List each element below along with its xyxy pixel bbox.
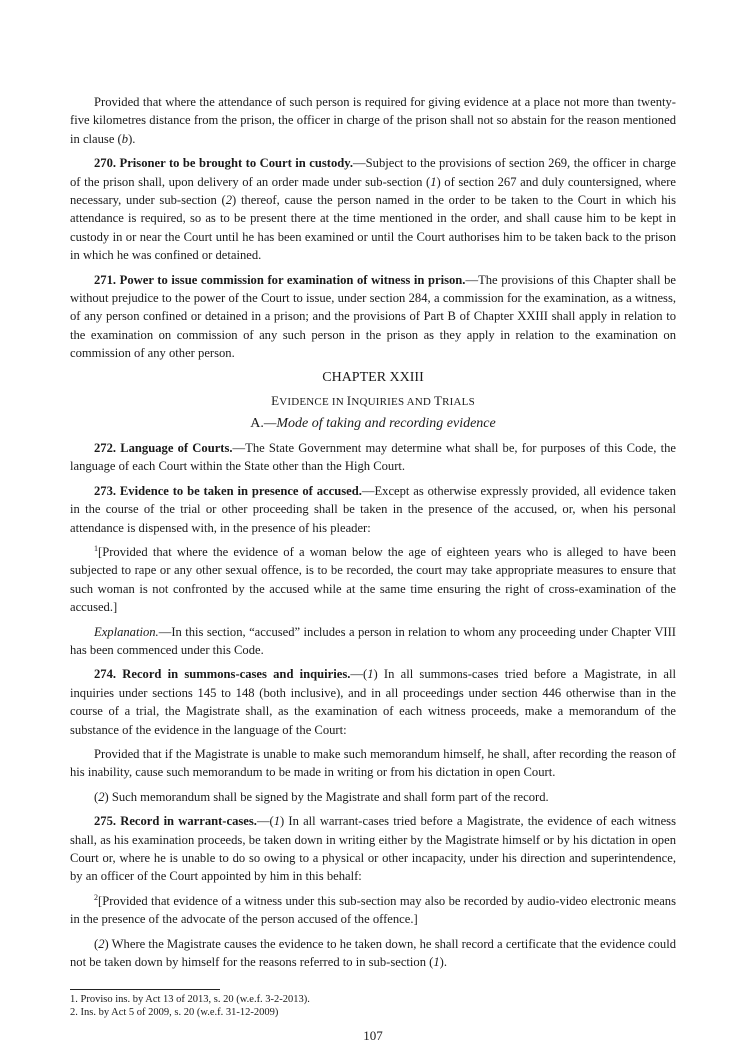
section-275-proviso <box>70 892 676 929</box>
section-273 <box>70 482 676 537</box>
explanation-label: Explanation. <box>94 624 159 639</box>
text: —( <box>256 814 274 829</box>
subsection-ref: 1 <box>273 814 281 829</box>
section-274-proviso: Provided that if the Magistrate is unable to make such memorandum himself, he shall, after recording the reason of his inability, cause such memorandum to be made in writing or from his dictation in open Court. <box>70 747 676 780</box>
subsection-ref: 1 <box>430 174 437 189</box>
section-heading: 270. Prisoner to be brought to Court in custody. <box>94 156 354 171</box>
part-title: —Mode of taking and recording evidence <box>263 415 496 431</box>
subsection-ref: 2 <box>98 936 105 951</box>
section-272 <box>70 439 676 476</box>
smallcap: I <box>346 393 352 409</box>
subsection-ref: 2 <box>225 193 233 208</box>
text: —The State Government may determine what shall be, for purposes of this Code, the language of each Court within the State other than the High Court. <box>70 440 676 474</box>
section-heading: 272. Language of Courts. <box>94 440 233 455</box>
smallcap-text: NQUIRIES AND <box>351 396 434 409</box>
text: ) In all warrant-cases tried before a Magistrate, the evidence of each witness shall, as his examination proceeds, be taken down in writing either by the Magistrate himself or by his dictation in open Court or, where he is unable to do so owing to a physical or other incapacity, under his direction and superintendence, by an officer of the Court appointed by him in this behalf: <box>70 814 676 884</box>
section-heading: 271. Power to issue commission for examination of witness in prison. <box>94 272 466 287</box>
clause-ref: b <box>121 131 129 146</box>
document-page <box>70 93 676 1052</box>
section-heading: 274. Record in summons-cases and inquiries. <box>94 667 351 682</box>
smallcap-text: VIDENCE IN <box>279 396 347 409</box>
subsection-ref: 1 <box>367 667 374 682</box>
text: —The provisions of this Chapter shall be without prejudice to the power of the Court to issue, under section 284, a commission for the examination, as a witness, of any person confined or detained in a prison; and the provisions of Part B of Chapter XXIII shall apply in relation to the examination on commission of any such person in the prison as they apply in relation to the examination on commission of any other person. <box>70 272 676 361</box>
section-273-explanation <box>70 623 676 660</box>
text: [Provided that where the evidence of a woman below the age of eighteen years who is alleged to have been subjected to rape or any other sexual offence, is to be recorded, the court may take appropriate measures to ensure that such woman is not confronted by the accused while at the same time ensuring the right of cross-examination of the accused.] <box>70 544 676 615</box>
text: ) of section 267 and duly countersigned, where necessary, under sub-section ( <box>70 174 676 208</box>
footnote-2: 2. Ins. by Act 5 of 2009, s. 20 (w.e.f. 31-12-2009) <box>70 1007 279 1019</box>
text: —Except as otherwise expressly provided, all evidence taken in the course of the trial or other proceeding shall be taken in the presence of the accused, or, when his personal attendance is dispensed with, in the presence of his pleader: <box>70 483 677 535</box>
section-270 <box>70 154 676 264</box>
section-275 <box>70 812 676 886</box>
chapter-subtitle <box>70 392 676 411</box>
footnote-mark: 2 <box>94 892 98 902</box>
footnote-divider <box>70 989 220 990</box>
section-271 <box>70 271 676 363</box>
section-274 <box>70 665 676 739</box>
section-274-2 <box>70 788 676 806</box>
text: ) In all summons-cases tried before a Magistrate, in all inquiries under sections 145 to 148 (both inclusive), and in all proceedings under section 446 otherwise than in the course of a trial, the Magistrate shall, as the examination of each witness proceeds, make a memorandum of the substance of the evidence in the language of the Court: <box>70 667 676 737</box>
section-275-2 <box>70 935 676 972</box>
text: ). <box>439 955 448 970</box>
part-prefix: A. <box>250 415 264 431</box>
text: —In this section, “accused” includes a person in relation to whom any proceeding under Chapter VIII has been commenced under this Code. <box>70 624 676 657</box>
subsection-ref: 1 <box>433 955 440 970</box>
section-heading: 273. Evidence to be taken in presence of accused. <box>94 483 362 498</box>
smallcap-text: RIALS <box>442 396 475 409</box>
subsection-ref: 2 <box>98 789 105 804</box>
text: Provided that where the attendance of such person is required for giving evidence at a place not more than twenty-five kilometres distance from the prison, the officer in charge of the prison shall not so abstain for the reason mentioned in clause ( <box>70 95 676 146</box>
text: —( <box>350 667 368 682</box>
text: ). <box>128 131 136 146</box>
footnote-1: 1. Proviso ins. by Act 13 of 2013, s. 20 (w.e.f. 3-2-2013). <box>70 994 310 1006</box>
smallcap: T <box>433 393 443 409</box>
text: [Provided that evidence of a witness under this sub-section may also be recorded by audio-video electronic means in the presence of the advocate of the person accused of the offence.] <box>70 893 676 927</box>
text: ( <box>94 789 99 804</box>
part-heading <box>70 415 676 433</box>
section-273-proviso <box>70 543 676 617</box>
section-heading: 275. Record in warrant-cases. <box>94 814 257 829</box>
text: —Subject to the provisions of section 269, the officer in charge of the prison shall, upon delivery of an order made under sub-section ( <box>70 156 676 189</box>
page-number: 107 <box>363 1028 383 1044</box>
text: ) Such memorandum shall be signed by the Magistrate and shall form part of the record. <box>104 789 549 804</box>
text: ) thereof, cause the person named in the order to be taken to the Court in which his attendance is required, so as to be present there at the time mentioned in the order, and shall cause him to be kept in custody in or near the Court until he has been examined or until the Court authorises him to be taken back to the prison in which he was confined or detained. <box>70 193 676 263</box>
footnote-mark: 1 <box>94 543 98 553</box>
text: ( <box>94 936 99 951</box>
text: ) Where the Magistrate causes the evidence to he taken down, he shall record a certificate that the evidence could not be taken down by himself for the reasons referred to in sub-section ( <box>70 936 676 970</box>
smallcap: E <box>271 393 280 409</box>
proviso-269 <box>70 93 676 148</box>
chapter-heading: CHAPTER XXIII <box>322 369 424 385</box>
